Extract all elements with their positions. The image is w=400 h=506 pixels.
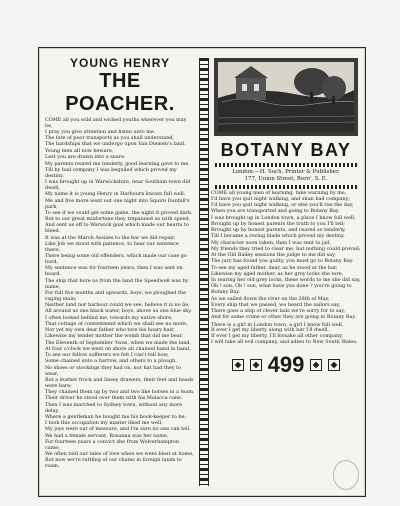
right-lyrics (211, 191, 361, 346)
sheet-number-row (211, 352, 361, 378)
stanza: COME all young men of learning, take warning by me, I'd have you quit night walking, and shun bad company; I'd have you quit night walking, or else you'll rue the day, When you are transported and going to Botany Bay. (211, 190, 354, 214)
woodcut-illustration (214, 58, 358, 136)
library-stamp-icon (333, 460, 359, 490)
stanza: I often looked behind me, towards my native shore, That cottage of contentment which we shall see no more; Nor yet my own dear father who tore his hoary hair, Likewise my tender mother the womb that did me bear. (45, 315, 188, 339)
left-column (45, 52, 195, 492)
printer-imprint (211, 169, 361, 183)
stanza: I was brought up in London town, a place I know full well, Brought up by honest parents the truth to you I'll tell; Brought up by honest parents, and reared so tenderly, Till I became a roving blade which proved my destiny. (211, 215, 356, 239)
sheet-number: 499 (267, 352, 305, 378)
ornament-rule-2 (215, 185, 357, 189)
imprint-line-1: London:—H. Such, Printer & Publisher, (232, 169, 340, 175)
stanza: My parents reared me tenderly, good learning gave to me, Till by bad company I was beguiled which proved my destiny. I was brought up in Warwickshire, near Southam town did dwell, My name it is young Henry in Harbourn known full well. (45, 161, 191, 197)
ornament-rule (215, 163, 357, 167)
song-title-right: BOTANY BAY (220, 140, 352, 160)
stanza: We had a female servant, Rosanna was her name, For fourteen years a convict she from Wolverhampton came; We often told our tales of love when we were blest at home, But now we're rattling of our chains in foreign lands to roam. (45, 433, 194, 469)
song-title: THE POACHER. (65, 70, 175, 115)
song-subtitle: YOUNG HENRY (70, 56, 170, 70)
stanza: COME all you wild and wicked youths wherever you may be, I pray you give attention and listen unto me. The fate of poor transports as you shall understand, The hardships that we undergo upon Van Diemen's land. (45, 117, 187, 147)
stanza: As we sailed down the river on the 28th of May, Every ship that we passed, we heard the sailors say, There goes a ship of clever lads we're sorry for to say, And for some crime or other they are going to Botany Bay. (211, 296, 356, 321)
ornament-square-icon (232, 359, 244, 371)
ornament-square-icon (250, 359, 262, 371)
stanza: Then I was marched to Sydney town, without any more delay, Where a gentleman he bought me his book-keeper to be; I took this occupation my master liked me well, My joys were out of measure, and I'm sure no one can tell. (45, 402, 191, 432)
stanza: Me and five more went out one night into Squire Dunhill's park, To see if we could get some game, the night it proved dark. But to our great misfortune they trepanned us with speed, And sent us off to Warwick goal which made our hearts to bleed. (45, 198, 193, 234)
column-divider (199, 58, 209, 486)
stanza: The Eleventh of September 'twas, when we made the land, At four o'clock we went on shore all chained hand in hand, To see our fellow sufferers we felt I can't tell how, Some chained unto a harrow, and others to a plough. (45, 340, 192, 364)
ornament-square-icon (328, 359, 340, 371)
ornament-square-icon (310, 359, 322, 371)
stanza: Young men all now beware, Lest you are drawn into a snare. (45, 148, 126, 160)
imprint-line-2: 177, Union Street, Boro', S. E. (244, 176, 328, 182)
stanza: There is a girl in London town, a girl I know full well, If ever I get my liberty along with her I'll dwell, If ever I get my liberty, I'll forsake all other company, I will take all evil company, and adieu to New South Wales. (211, 321, 358, 346)
stanza: It was at the March Assizes to the bar we did repair, Like Job we stood with patience, to hear our sentence there; There being some old offenders, which made our case go hard, My sentence was for fourteen years, then I was sent on board. (45, 235, 187, 277)
stanza: No shoes or stockings they had on, nor hat had they to wear, But a leather frock and linsey drawers, their feet and heads were bare; They chained them up by two and two like horses in a team, Their driver he stood over them with his Malacca cane. (45, 365, 195, 401)
stanza: To see my aged father, dear, as he stood at the bar, Likewise my aged mother, as her grey locks she tore, In tearing her old grey locks, these words to me she did say, Oh ! son, Oh ! son, what have you done ? you're going to Botany Bay. (211, 265, 361, 295)
stanza: My character soon taken, then I was sent to jail, My friends they tried to clear me, but nothing could prevail; At the Old Bailey sessions the judge to me did say, The jury has found you guilty, you must go to Botany Bay. (211, 240, 361, 264)
broadside-sheet (38, 47, 366, 497)
right-column (211, 52, 361, 492)
left-lyrics (45, 118, 195, 470)
woodcut-scene-icon (214, 58, 358, 136)
stanza: The ship that bore us from the land the Speedwell was by name, For full five months and upwards, boys, we ploughed the raging main; Neither land nor harbour could we see, believe it is no lie, All around us one black water, boys, above us one blue sky. (45, 278, 192, 314)
